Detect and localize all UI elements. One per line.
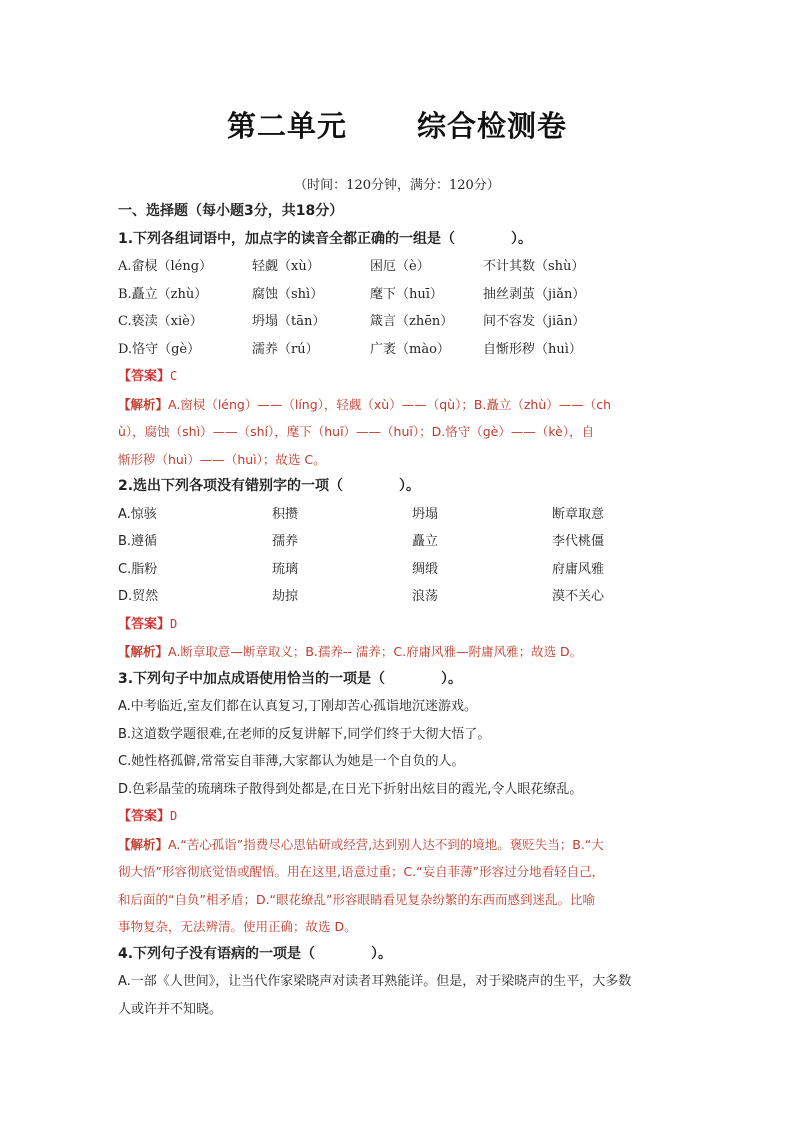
q3-option-a: A.中考临近,室友们都在认真复习,丁刚却苦心孤诣地沉迷游戏。 <box>118 699 478 714</box>
title-unit: 第二单元 <box>226 109 347 143</box>
exam-meta: （时间：120分钟，满分：120分） <box>294 178 500 193</box>
q2-c-2: 琉璃 <box>272 561 299 577</box>
question-3-stem: 3.下列句子中加点成语使用恰当的一项是（ ）。 <box>118 670 463 687</box>
q3-analysis-line-1: A.“苦心孤诣”指费尽心思钻研或经营,达到别人达不到的境地。褒贬失当；B.“大 <box>168 836 604 852</box>
q1-answer-value: C <box>170 369 178 383</box>
q1-b-1: B.矗立（zhù） <box>118 286 208 302</box>
answer-tag: 【答案】 <box>118 616 171 632</box>
q2-option-row-a <box>118 501 678 529</box>
content <box>118 198 678 1023</box>
q2-a-3: 坍塌 <box>412 506 439 522</box>
q1-a-3: 困厄（è） <box>370 259 430 274</box>
q3-analysis-line-2: 彻大悟”形容彻底觉悟或醒悟。用在这里,语意过重；C.“妄自菲薄”形容过分地看轻自己， <box>118 864 605 879</box>
q2-a-1: A.惊骇 <box>118 506 157 522</box>
q1-d-2: 濡养（rú） <box>252 341 319 357</box>
answer-tag: 【答案】 <box>118 369 171 384</box>
q2-d-4: 漠不关心 <box>552 589 605 604</box>
q2-option-row-d <box>118 583 678 611</box>
q1-c-2: 坍塌（tān） <box>252 314 326 329</box>
q1-analysis <box>118 391 678 474</box>
q1-d-3: 广袤（mào） <box>370 341 450 357</box>
q4-option-a-line-2: 人或许并不知晓。 <box>118 1001 223 1017</box>
q3-analysis-line-3: 和后面的“自负”相矛盾；D.“眼花缭乱”形容眼睛看见复杂纷繁的东西而感到迷乱。比喻 <box>118 891 596 907</box>
q3-analysis-line-4: 事物复杂，无法辨清。使用正确；故选 D。 <box>118 919 357 934</box>
q1-c-3: 箴言（zhēn） <box>370 314 454 329</box>
q1-answer <box>118 363 678 391</box>
question-1-stem: 1.下列各组词语中，加点字的读音全都正确的一组是（ ）。 <box>118 230 533 247</box>
q1-b-3: 麾下（huī） <box>370 286 443 302</box>
q1-option-row-b <box>118 281 678 309</box>
q1-analysis-line-2: ù），腐蚀（shì）——（shí），麾下（huī）——（huī）；D.恪守（gè）——（kè），自 <box>118 424 595 439</box>
q1-d-1: D.恪守（gè） <box>118 341 201 357</box>
q2-d-2: 劫掠 <box>272 589 299 604</box>
q2-b-1: B.遵循 <box>118 534 158 549</box>
q2-option-row-c <box>118 556 678 584</box>
q1-option-row-c <box>118 308 678 336</box>
q1-c-4: 间不容发（jiān） <box>483 314 586 329</box>
q2-c-1: C.脂粉 <box>118 561 158 577</box>
q2-analysis <box>118 638 678 666</box>
q2-d-3: 浪荡 <box>412 589 439 604</box>
analysis-tag: 【解析】 <box>118 396 169 412</box>
q1-d-4: 自惭形秽（huì） <box>483 341 582 357</box>
section-heading: 一、选择题（每小题3分，共18分） <box>118 203 344 219</box>
q2-d-1: D.贸然 <box>118 589 159 604</box>
page-title <box>0 104 794 145</box>
answer-tag: 【答案】 <box>118 809 171 824</box>
question-4-stem: 4.下列句子没有语病的一项是（ ）。 <box>118 945 393 962</box>
q1-c-1: C.亵渎（xiè） <box>118 314 203 329</box>
q4-option-a-line-1: A.一部《人世间》，让当代作家梁晓声对读者耳熟能详。但是，对于梁晓声的生平，大多数 <box>118 974 632 989</box>
q1-option-row-a <box>118 253 678 281</box>
q3-analysis <box>118 831 678 941</box>
q3-answer-value: D <box>170 809 178 823</box>
q1-a-2: 轻觑（xù） <box>252 259 320 274</box>
q1-a-4: 不计其数（shù） <box>483 259 585 274</box>
q3-option-c: C.她性格孤僻,常常妄自菲薄,大家都认为她是一个自负的人。 <box>118 754 465 769</box>
q3-answer <box>118 803 678 831</box>
q1-analysis-line-3: 惭形秽（huì）——（huì）；故选 C。 <box>118 451 326 467</box>
analysis-tag: 【解析】 <box>118 644 169 659</box>
q2-c-4: 府庸风雅 <box>552 561 605 577</box>
q2-a-4: 断章取意 <box>552 506 605 522</box>
q2-b-4: 李代桃僵 <box>552 534 605 549</box>
q2-c-3: 绸缎 <box>412 561 439 577</box>
q1-b-4: 抽丝剥茧（jiǎn） <box>483 286 586 302</box>
q1-option-row-d <box>118 336 678 364</box>
q3-option-b: B.这道数学题很难,在老师的反复讲解下,同学们终于大彻大悟了。 <box>118 726 491 742</box>
q2-b-3: 矗立 <box>412 534 439 549</box>
q1-b-2: 腐蚀（shì） <box>252 286 324 302</box>
q2-answer <box>118 611 678 639</box>
q2-answer-value: D <box>170 616 178 631</box>
q2-a-2: 积攒 <box>272 506 299 522</box>
q2-analysis-text: A.断章取意—断章取义；B.孺养-- 濡养；C.府庸风雅—附庸风雅；故选 D。 <box>168 644 583 659</box>
q2-option-row-b <box>118 528 678 556</box>
q2-b-2: 孺养 <box>272 534 299 549</box>
q1-analysis-line-1: A.窗棂（léng）——（líng），轻觑（xù）——（qù）；B.矗立（zhù）——（ch <box>168 396 612 412</box>
question-2-stem: 2.选出下列各项没有错别字的一项（ ）。 <box>118 478 421 494</box>
q1-a-1: A.畲棂（léng） <box>118 259 213 274</box>
q3-option-d: D.色彩晶莹的琉璃珠子散得到处都是,在日光下折射出炫目的霞光,令人眼花缭乱。 <box>118 781 583 797</box>
analysis-tag: 【解析】 <box>118 836 169 852</box>
title-exam: 综合检测卷 <box>417 109 568 143</box>
